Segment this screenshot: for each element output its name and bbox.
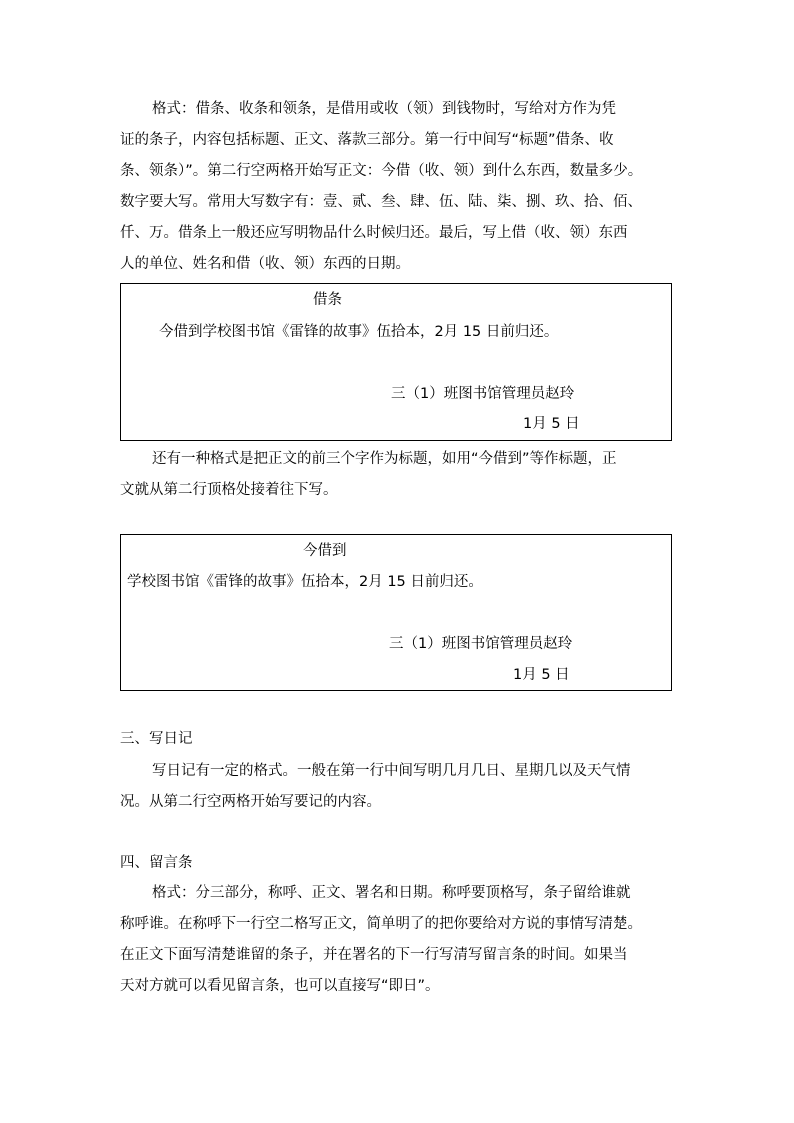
note-line: 格式：分三部分，称呼、正文、署名和日期。称呼要顶格写，条子留给谁就 (152, 885, 631, 901)
note-line: 称呼谁。在称呼下一行空二格写正文，简单明了的把你要给对方说的事情写清楚。 (120, 916, 642, 932)
intro-paragraph (120, 94, 695, 280)
alt-format-line: 文就从第二行顶格处接着往下写。 (120, 482, 338, 498)
diary-line: 况。从第二行空两格开始写要记的内容。 (120, 794, 381, 810)
section-heading-note: 四、留言条 (120, 855, 193, 871)
intro-line: 仟、万。借条上一般还应写明物品什么时候归还。最后，写上借（收、领）东西 (120, 225, 628, 241)
iou-title: 借条 (313, 292, 342, 308)
note-paragraph (120, 878, 695, 1002)
alt-format-paragraph (120, 444, 695, 506)
iou-example-box-1 (120, 283, 672, 441)
diary-paragraph (120, 756, 695, 818)
diary-line: 写日记有一定的格式。一般在第一行中间写明几月几日、星期几以及天气情 (152, 763, 631, 779)
iou-body: 今借到学校图书馆《雷锋的故事》伍拾本，2月 15 日前归还。 (159, 324, 559, 340)
iou-body: 学校图书馆《雷锋的故事》伍拾本，2月 15 日前归还。 (127, 574, 483, 590)
iou-title: 今借到 (303, 543, 347, 559)
alt-format-line: 还有一种格式是把正文的前三个字作为标题，如用“今借到”等作标题，正 (152, 451, 617, 467)
section-heading-diary: 三、写日记 (120, 731, 193, 747)
iou-date: 1月 5 日 (523, 416, 580, 432)
intro-line: 证的条子，内容包括标题、正文、落款三部分。第一行中间写“标题”借条、收 (120, 132, 614, 148)
iou-example-box-2 (120, 534, 672, 691)
note-line: 天对方就可以看见留言条，也可以直接写“即日”。 (120, 978, 440, 994)
note-line: 在正文下面写清楚谁留的条子，并在署名的下一行写清写留言条的时间。如果当 (120, 947, 628, 963)
iou-signature: 三（1）班图书馆管理员赵玲 (391, 386, 575, 402)
intro-line: 人的单位、姓名和借（收、领）东西的日期。 (120, 256, 410, 272)
intro-line: 数字要大写。常用大写数字有：壹、贰、叁、肆、伍、陆、柒、捌、玖、拾、佰、 (120, 194, 642, 210)
intro-line: 格式：借条、收条和领条，是借用或收（领）到钱物时，写给对方作为凭 (152, 101, 616, 117)
iou-signature: 三（1）班图书馆管理员赵玲 (389, 636, 573, 652)
iou-date: 1月 5 日 (513, 667, 570, 683)
intro-line: 条、领条）”。第二行空两格开始写正文：今借（收、领）到什么东西，数量多少。 (120, 163, 643, 179)
